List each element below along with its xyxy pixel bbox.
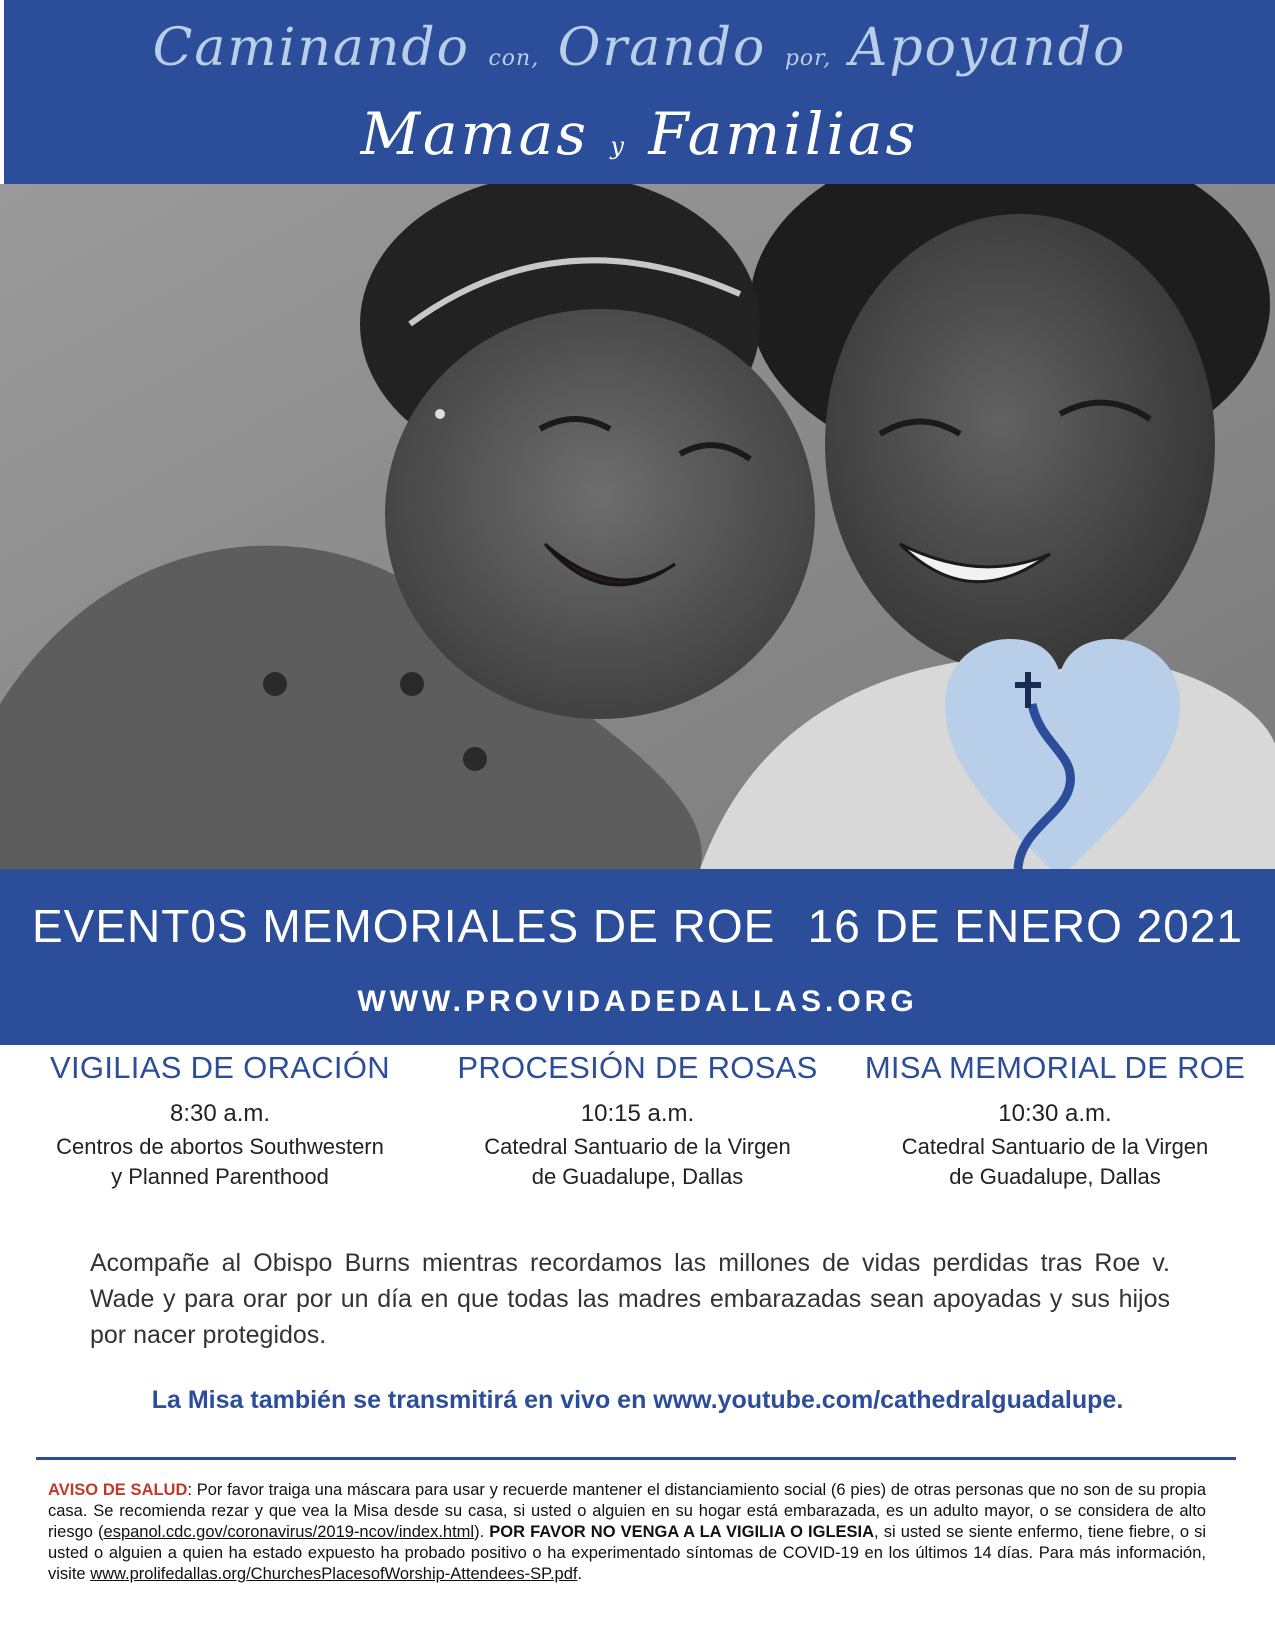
event-rose-procession [438,1050,838,1192]
header-line-1 [4,18,1275,78]
event-location-line: de Guadalupe, Dallas [531,1164,744,1189]
website-link[interactable]: WWW.PROVIDADEDALLAS.ORG [357,985,918,1018]
header-word: con, [488,46,540,71]
header-banner [4,0,1275,184]
header-word: y [610,132,627,160]
health-notice [48,1480,1206,1585]
event-location-line: y Planned Parenthood [111,1164,329,1189]
notice-text: . [577,1565,583,1583]
event-location [20,1132,420,1192]
invitation-paragraph: Acompañe al Obispo Burns mientras recordamos las millones de vidas perdidas tras Roe v. Wade y para orar por un día en que todas las madres embarazadas sean apoyadas y sus hijos por nacer protegidos. [90,1249,1170,1349]
event-headline [32,899,1243,953]
health-notice-label: AVISO DE SALUD [48,1481,188,1499]
header-word: Familias [648,100,919,168]
header-word: Caminando [152,18,470,78]
cdc-link[interactable]: espanol.cdc.gov/coronavirus/2019-ncov/index.html [103,1523,475,1541]
event-heading: MISA MEMORIAL DE ROE [864,1050,1246,1085]
event-location [438,1132,838,1192]
events-section [20,1050,1255,1192]
event-prayer-vigils [20,1050,420,1192]
header-word: Mamas [360,100,589,168]
notice-text: , si usted se siente enfermo, tiene fiebre, o si usted o alguien a quien ha estado expuesto ha probado positivo o ha experimentado síntomas de COVID-19 en los últimos 14 días. Para más información, visite [48,1523,1207,1583]
event-time: 10:15 a.m. [580,1100,695,1127]
notice-text: : Por favor traiga una máscara para usar y recuerde mantener el distanciamiento social (6 pies) de otras personas que no son de su propia casa. Se recomienda rezar y que vea la Misa desde su casa, si usted o alguien en su hogar está embarazada, es un adulto mayor, o se considera de alto riesgo ( [48,1481,1207,1541]
section-divider [36,1457,1236,1460]
prolife-info-link[interactable]: www.prolifedallas.org/ChurchesPlacesofWorship-Attendees-SP.pdf [90,1565,578,1583]
event-memorial-mass [855,1050,1255,1192]
header-word: Apoyando [849,18,1127,78]
header-line-2 [4,100,1275,168]
event-title: EVENT0S MEMORIALES DE ROE [32,900,776,952]
notice-warning: POR FAVOR NO VENGA A LA VIGILIA O IGLESIA [489,1523,875,1541]
event-location-line: Catedral Santuario de la Virgen [484,1134,791,1159]
header-word: Orando [557,18,767,78]
event-location-line: Catedral Santuario de la Virgen [901,1134,1209,1159]
photo-illustration [0,184,1275,869]
event-location-line: Centros de abortos Southwestern [56,1134,384,1159]
event-location [855,1132,1255,1192]
mother-child-photo [0,184,1275,869]
livestream-notice[interactable]: La Misa también se transmitirá en vivo en www.youtube.com/cathedralguadalupe. [151,1386,1124,1414]
event-heading: VIGILIAS DE ORACIÓN [50,1050,390,1085]
event-heading: PROCESIÓN DE ROSAS [457,1050,818,1085]
event-time: 10:30 a.m. [998,1100,1112,1127]
event-location-line: de Guadalupe, Dallas [949,1164,1161,1189]
event-banner [0,869,1275,1045]
event-date: 16 DE ENERO 2021 [807,900,1243,952]
notice-text: ). [474,1523,490,1541]
header-word: por, [784,46,832,71]
event-time: 8:30 a.m. [169,1100,271,1127]
